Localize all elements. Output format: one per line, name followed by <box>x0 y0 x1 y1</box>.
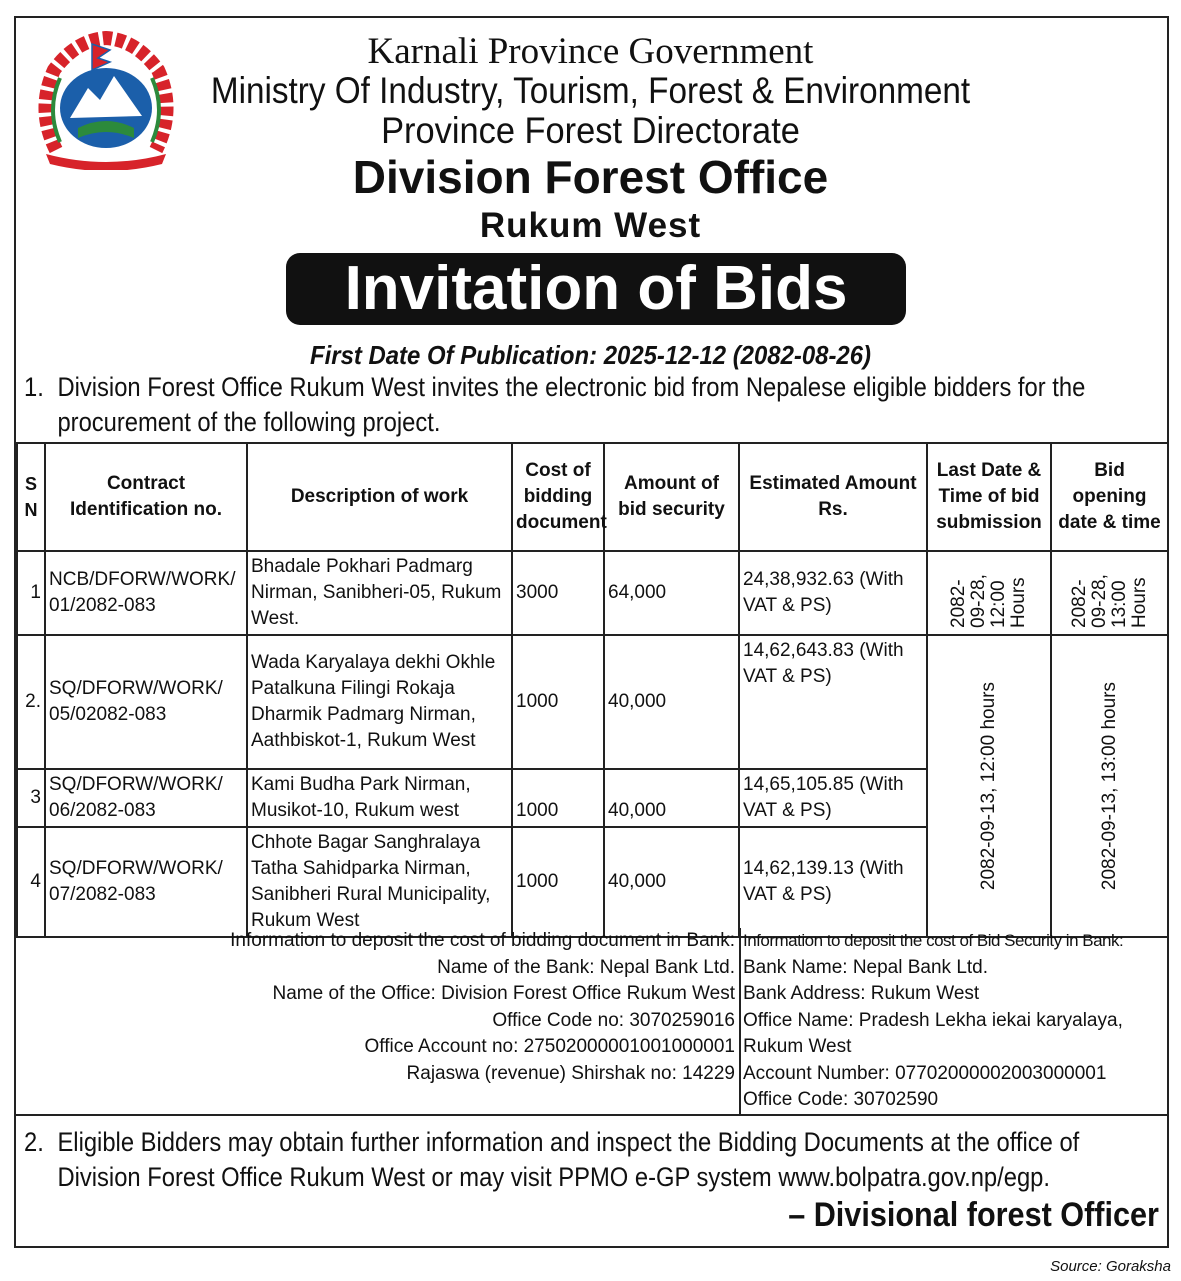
row-estimated: 24,38,932.63 (With VAT & PS) <box>739 551 927 635</box>
merged-last-date-cell <box>927 635 1051 937</box>
row-cost: 1000 <box>512 769 604 827</box>
bank-info-bid-security <box>739 928 1173 1114</box>
bank-right-line: Office Name: Pradesh Lekha iekai karyalaya, <box>743 1009 1123 1031</box>
bank-left-line: Office Account no: 27502000001001000001 <box>364 1036 735 1057</box>
bank-right-line: Rukum West <box>743 1036 852 1057</box>
row-cost: 3000 <box>512 551 604 635</box>
table-row <box>17 551 1168 635</box>
row-estimated: 14,62,643.83 (With VAT & PS) <box>739 635 927 769</box>
bank-right-line: Information to deposit the cost of Bid Security in Bank: <box>743 931 1124 950</box>
header-contract: Contract Identification no. <box>45 443 247 551</box>
bank-left-line: Information to deposit the cost of bidding document in Bank: <box>230 930 735 951</box>
bank-right-line: Bank Address: Rukum West <box>743 983 980 1004</box>
row-opening-cell <box>1051 551 1168 635</box>
government-name: Karnali Province Government <box>367 31 814 72</box>
signature: – Divisional forest Officer <box>788 1196 1159 1234</box>
office-name: Division Forest Office <box>352 151 829 203</box>
header-cost: Cost of bidding document <box>512 443 604 551</box>
office-place: Rukum West <box>479 206 702 245</box>
row-last-date: 2082-09-28, 12:00 Hours <box>948 574 1029 628</box>
paragraph-1-line-2: procurement of the following project. <box>57 407 441 437</box>
paragraph-1-line-1: Division Forest Office Rukum West invites the electronic bid from Nepalese eligible bidders for the <box>57 372 1086 402</box>
row-sn: 2. <box>17 635 45 769</box>
merged-opening: 2082-09-13, 13:00 hours <box>1098 681 1120 891</box>
row-description: Bhadale Pokhari Padmarg Nirman, Sanibheri-05, Rukum West. <box>247 551 512 635</box>
bank-left-line: Office Code no: 3070259016 <box>492 1009 735 1031</box>
source-credit: Source: Goraksha <box>1050 1258 1171 1275</box>
row-opening: 2082-09-28, 13:00 Hours <box>1068 574 1150 628</box>
row-contract: SQ/DFORW/WORK/ 05/02082-083 <box>45 635 247 769</box>
page-title: Invitation of Bids <box>286 253 906 325</box>
row-estimated: 14,62,139.13 (With VAT & PS) <box>739 827 927 937</box>
row-description: Wada Karyalaya dekhi Okhle Patalkuna Filingi Rokaja Dharmik Padmarg Nirman, Aathbiskot-1, Rukum West <box>247 635 512 769</box>
row-security: 40,000 <box>604 635 739 769</box>
header-estimated: Estimated Amount Rs. <box>739 443 927 551</box>
row-security: 40,000 <box>604 827 739 937</box>
bank-left-line: Name of the Office: Division Forest Office Rukum West <box>272 983 735 1004</box>
paragraph-2-number: 2. <box>24 1127 44 1157</box>
header-security: Amount of bid security <box>604 443 739 551</box>
bank-info-section <box>16 928 1167 1116</box>
header-opening: Bid opening date & time <box>1051 443 1168 551</box>
paragraph-2-line-1: Eligible Bidders may obtain further information and inspect the Bidding Documents at the office of <box>57 1127 1080 1157</box>
directorate-name: Province Forest Directorate <box>381 110 800 151</box>
paragraph-1 <box>24 370 1159 440</box>
row-sn: 4 <box>17 827 45 937</box>
row-security: 64,000 <box>604 551 739 635</box>
row-estimated: 14,65,105.85 (With VAT & PS) <box>739 769 927 827</box>
header-description: Description of work <box>247 443 512 551</box>
row-sn: 1 <box>17 551 45 635</box>
paragraph-2-line-2: Division Forest Office Rukum West or may visit PPMO e-GP system www.bolpatra.gov.np/egp. <box>57 1162 1050 1192</box>
bank-left-line: Name of the Bank: Nepal Bank Ltd. <box>437 956 735 978</box>
paragraph-1-number: 1. <box>24 372 44 402</box>
bids-table <box>16 442 1169 938</box>
row-contract: SQ/DFORW/WORK/ 07/2082-083 <box>45 827 247 937</box>
paragraph-2 <box>24 1125 1159 1195</box>
header-last-date: Last Date & Time of bid submission <box>927 443 1051 551</box>
bank-left-line: Rajaswa (revenue) Shirshak no: 14229 <box>406 1062 735 1084</box>
row-sn: 3 <box>17 769 45 827</box>
row-description: Chhote Bagar Sanghralaya Tatha Sahidparka Nirman, Sanibheri Rural Municipality, Rukum West <box>247 827 512 937</box>
row-contract: NCB/DFORW/WORK/ 01/2082-083 <box>45 551 247 635</box>
merged-opening-cell <box>1051 635 1168 937</box>
ministry-name: Ministry Of Industry, Tourism, Forest & Environment <box>210 70 971 111</box>
row-last-date-cell <box>927 551 1051 635</box>
row-cost: 1000 <box>512 635 604 769</box>
bank-right-line: Account Number: 07702000002003000001 <box>743 1062 1107 1084</box>
row-cost: 1000 <box>512 827 604 937</box>
row-description: Kami Budha Park Nirman, Musikot-10, Rukum west <box>247 769 512 827</box>
bank-right-line: Bank Name: Nepal Bank Ltd. <box>743 956 989 978</box>
row-security: 40,000 <box>604 769 739 827</box>
publication-date: First Date Of Publication: 2025-12-12 (2082-08-26) <box>310 340 871 370</box>
bank-info-bidding-document <box>16 928 735 1087</box>
bank-right-line: Office Code: 30702590 <box>743 1089 939 1110</box>
merged-last-date: 2082-09-13, 12:00 hours <box>978 681 999 891</box>
table-row <box>17 635 1168 769</box>
header-sn: S N <box>17 443 45 551</box>
row-contract: SQ/DFORW/WORK/ 06/2082-083 <box>45 769 247 827</box>
table-header-row <box>17 443 1168 551</box>
